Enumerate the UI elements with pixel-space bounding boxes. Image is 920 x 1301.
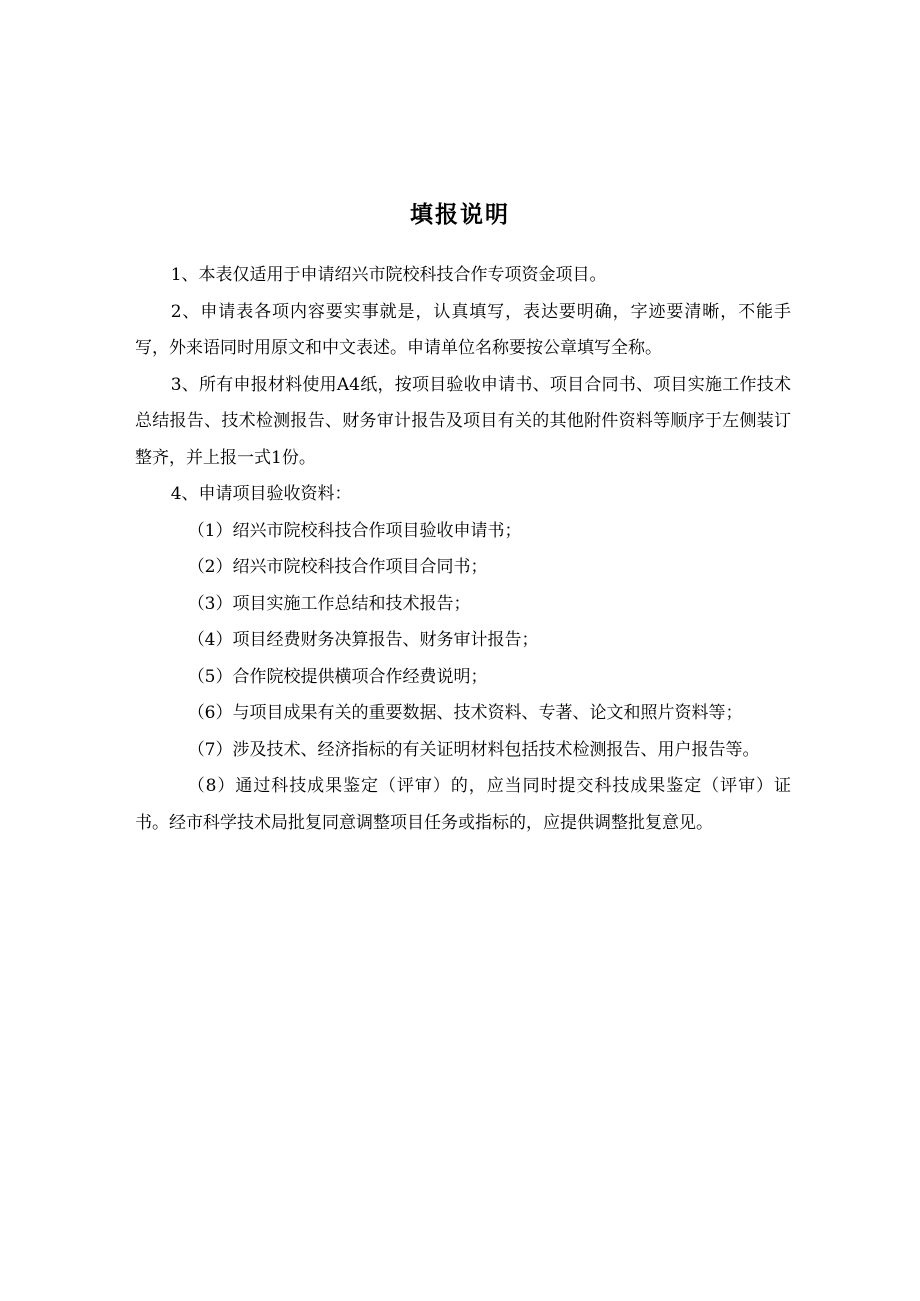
page-title: 填报说明 xyxy=(410,202,510,228)
material-item-5: （5）合作院校提供横项合作经费说明； xyxy=(187,666,488,687)
material-item-8: （8）通过科技成果鉴定（评审）的，应当同时提交科技成果鉴定（评审）证书。经市科学技术局批复同意调整项目任务或指标的，应提供调整批复意见。 xyxy=(135,776,791,833)
material-item-3: （3）项目实施工作总结和技术报告； xyxy=(187,593,471,614)
material-item-1: （1）绍兴市院校科技合作项目验收申请书； xyxy=(187,520,522,541)
material-item-7: （7）涉及技术、经济指标的有关证明材料包括技术检测报告、用户报告等。 xyxy=(187,739,760,760)
instruction-item-3: 3、所有申报材料使用A4纸，按项目验收申请书、项目合同书、项目实施工作技术总结报告、技术检测报告、财务审计报告及项目有关的其他附件资料等顺序于左侧装订整齐，并上报一式1份。 xyxy=(135,374,791,468)
material-item-4: （4）项目经费财务决算报告、财务审计报告； xyxy=(187,630,539,650)
material-item-6: （6）与项目成果有关的重要数据、技术资料、专著、论文和照片资料等； xyxy=(187,703,743,723)
instructions-body xyxy=(135,257,791,841)
instruction-item-1: 1、本表仅适用于申请绍兴市院校科技合作专项资金项目。 xyxy=(170,265,607,285)
instruction-item-4: 4、申请项目验收资料： xyxy=(170,484,352,504)
instruction-item-2: 2、申请表各项内容要实事就是，认真填写，表达要明确，字迹要清晰，不能手写，外来语同时用原文和中文表述。申请单位名称要按公章填写全称。 xyxy=(135,301,791,358)
material-item-2: （2）绍兴市院校科技合作项目合同书； xyxy=(187,557,488,577)
